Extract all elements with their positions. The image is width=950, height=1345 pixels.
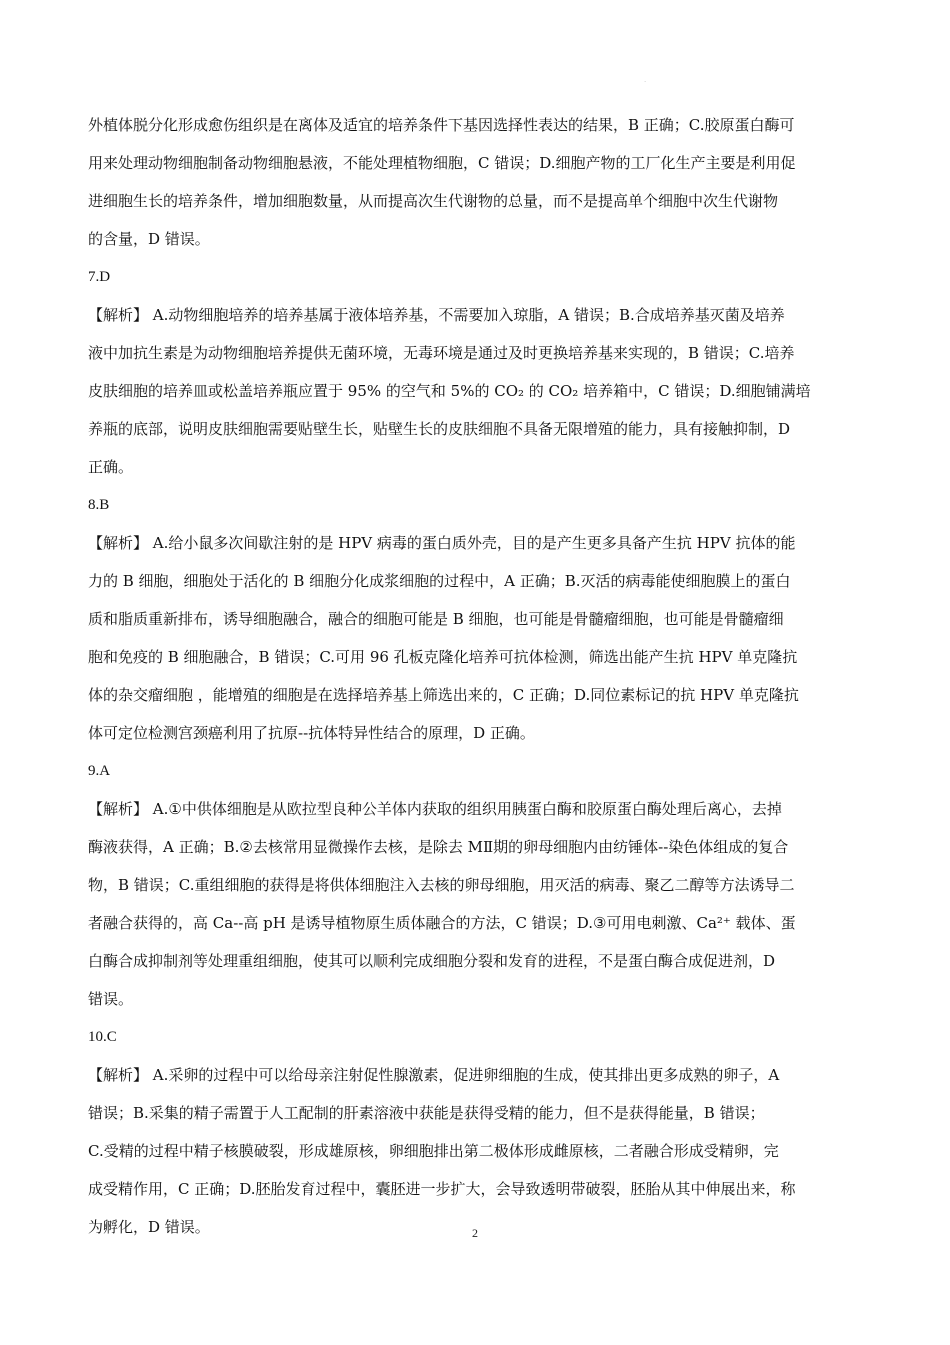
text-line: 养瓶的底部，说明皮肤细胞需要贴壁生长，贴壁生长的皮肤细胞不具备无限增殖的能力，具有接触抑制，D [88,420,791,438]
text-line: 用来处理动物细胞制备动物细胞悬液，不能处理植物细胞，C 错误；D.细胞产物的工厂化生产主要是利用促 [88,154,796,172]
text-line: 错误；B.采集的精子需置于人工配制的肝素溶液中获能是获得受精的能力，但不是获得能量，B 错误； [88,1104,765,1122]
question-7 [88,258,868,486]
text-line: 为孵化，D 错误。 [88,1218,210,1236]
text-line: 正确。 [88,458,134,476]
text-line: 者融合获得的，高 Ca--高 pH 是诱导植物原生质体融合的方法，C 错误；D.③可用电刺激、Ca²⁺ 载体、蛋 [88,914,796,932]
text-line: 【解析】 A.动物细胞培养的培养基属于液体培养基，不需要加入琼脂，A 错误；B.合成培养基灭菌及培养 [88,306,785,324]
question-answer: 8.B [88,497,110,513]
question-10 [88,1018,868,1246]
text-line: 进细胞生长的培养条件，增加细胞数量，从而提高次生代谢物的总量，而不是提高单个细胞中次生代谢物 [88,192,779,210]
text-line: 体可定位检测宫颈癌利用了抗原--抗体特异性结合的原理，D 正确。 [88,724,535,742]
text-line: 质和脂质重新排布，诱导细胞融合，融合的细胞可能是 B 细胞，也可能是骨髓瘤细胞，也可能是骨髓瘤细 [88,610,784,628]
text-line: 【解析】 A.给小鼠多次间歇注射的是 HPV 病毒的蛋白质外壳，目的是产生更多具备产生抗 HPV 抗体的能 [88,534,796,552]
continuation-paragraph [88,106,868,258]
text-line: 【解析】 A.①中供体细胞是从欧拉型良种公羊体内获取的组织用胰蛋白酶和胶原蛋白酶处理后离心，去掉 [88,800,782,818]
text-line: 胞和免疫的 B 细胞融合，B 错误；C.可用 96 孔板克隆化培养可抗体检测，筛选出能产生抗 HPV 单克隆抗 [88,648,798,666]
question-answer: 10.C [88,1029,117,1045]
text-line: 错误。 [88,990,134,1008]
question-9 [88,752,868,1018]
text-line: 液中加抗生素是为动物细胞培养提供无菌环境，无毒环境是通过及时更换培养基来实现的，B 错误；C.培养 [88,344,795,362]
text-line: 的含量，D 错误。 [88,230,210,248]
text-line: 白酶合成抑制剂等处理重组细胞，使其可以顺利完成细胞分裂和发育的进程，不是蛋白酶合成促进剂，D [88,952,776,970]
page-number: 2 [472,1226,478,1240]
text-line: 酶液获得，A 正确；B.②去核常用显微操作去核，是除去 MⅡ期的卵母细胞内由纺锤体--染色体组成的复合 [88,838,789,856]
question-answer: 7.D [88,269,111,285]
question-answer: 9.A [88,763,111,779]
question-8 [88,486,868,752]
decorative-mark: · [644,78,647,86]
text-line: C.受精的过程中精子核膜破裂，形成雄原核，卵细胞排出第二极体形成雌原核，二者融合形成受精卵，完 [88,1142,779,1160]
text-line: 成受精作用，C 正确；D.胚胎发育过程中，囊胚进一步扩大，会导致透明带破裂，胚胎从其中伸展出来，称 [88,1180,796,1198]
text-line: 体的杂交瘤细胞 ，能增殖的细胞是在选择培养基上筛选出来的，C 正确；D.同位素标记的抗 HPV 单克隆抗 [88,686,799,704]
text-line: 外植体脱分化形成愈伤组织是在离体及适宜的培养条件下基因选择性表达的结果，B 正确；C.胶原蛋白酶可 [88,116,795,134]
text-line: 物，B 错误；C.重组细胞的获得是将供体细胞注入去核的卵母细胞，用灭活的病毒、聚乙二醇等方法诱导二 [88,876,795,894]
answer-content [88,106,868,1246]
text-line: 力的 B 细胞，细胞处于活化的 B 细胞分化成浆细胞的过程中，A 正确；B.灭活的病毒能使细胞膜上的蛋白 [88,572,791,590]
text-line: 皮肤细胞的培养皿或松盖培养瓶应置于 95% 的空气和 5%的 CO₂ 的 CO₂ 培养箱中，C 错误；D.细胞铺满培 [88,382,811,400]
text-line: 【解析】 A.采卵的过程中可以给母亲注射促性腺激素，促进卵细胞的生成，使其排出更多成熟的卵子，A [88,1066,780,1084]
